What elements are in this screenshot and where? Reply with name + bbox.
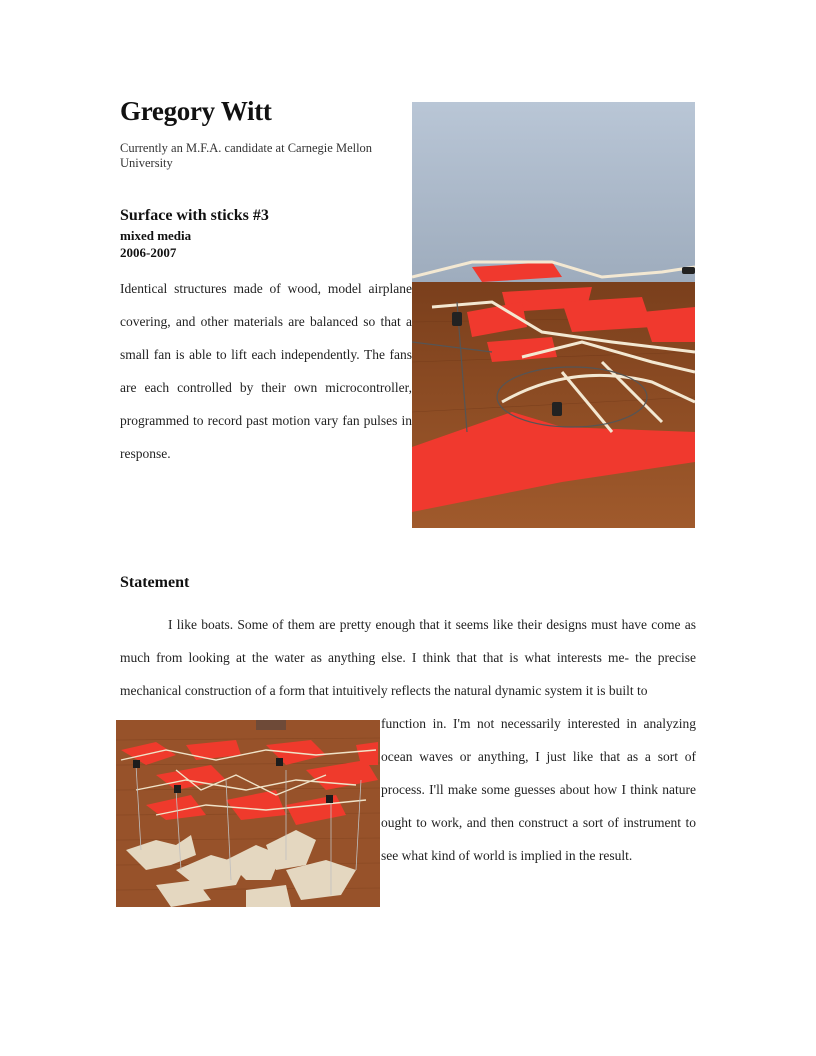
work-years: 2006-2007 bbox=[120, 245, 177, 260]
statement-paragraph-top bbox=[120, 608, 696, 707]
work-title: Surface with sticks #3 bbox=[120, 207, 269, 224]
artist-affiliation: Currently an M.F.A. candidate at Carnegie Mellon University bbox=[120, 141, 373, 170]
statement-heading: Statement bbox=[120, 574, 190, 591]
work-medium: mixed media bbox=[120, 228, 192, 243]
work-description: Identical structures made of wood, model airplane covering, and other materials are balanced so that a small fan is able to lift each independently. The fans are each controlled by their own microcontroller, programmed to record past motion vary fan pulses in response. bbox=[120, 281, 412, 461]
statement-text-top: I like boats. Some of them are pretty enough that it seems like their designs must have come as much from looking at the water as anything else. I think that that is what interests me- the precise mechanical construction of a form that intuitively reflects the natural dynamic system it is built to bbox=[120, 617, 696, 698]
statement-paragraph-wrap: function in. I'm not necessarily interested in analyzing ocean waves or anything, I just like that as a sort of process. I'll make some guesses about how I think nature ought to work, and then construct a sort of instrument to see what kind of world is implied in the result. bbox=[381, 716, 696, 863]
artist-name: Gregory Witt bbox=[120, 96, 272, 126]
installation-overview-photo bbox=[116, 720, 380, 907]
installation-closeup-photo bbox=[412, 102, 695, 528]
